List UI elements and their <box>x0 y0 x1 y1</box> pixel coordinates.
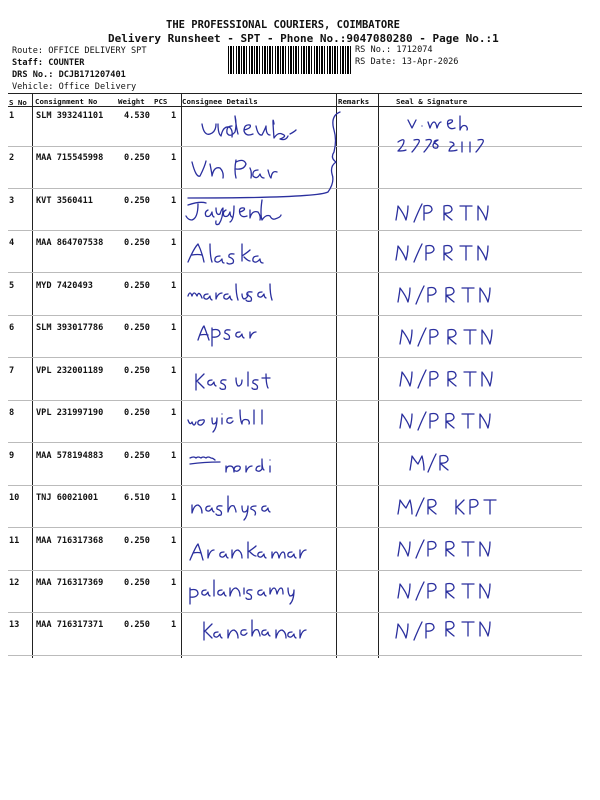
row-sno: 5 <box>9 281 15 291</box>
row-divider <box>8 146 582 147</box>
row-weight: 0.250 <box>124 366 150 376</box>
row-sno: 13 <box>9 620 20 630</box>
row-weight: 0.250 <box>124 238 150 248</box>
seal-signature-mark <box>396 622 490 641</box>
seal-signature-mark <box>396 244 488 262</box>
handwritten-name-signature <box>192 160 277 178</box>
row-consignment-no: MAA 716317369 <box>36 578 104 588</box>
handwritten-name-signature <box>196 372 270 390</box>
row-divider <box>8 315 582 316</box>
handwritten-name-signature <box>198 326 256 346</box>
handwritten-name-signature <box>190 580 294 604</box>
row-pcs: 1 <box>171 536 177 546</box>
rs-number: RS No.: 1712074 <box>355 45 433 55</box>
seal-signature-mark <box>410 454 448 472</box>
row-divider <box>8 655 582 656</box>
staff-label: Staff: COUNTER <box>12 58 85 68</box>
row-divider <box>8 230 582 231</box>
row-sno: 2 <box>9 153 15 163</box>
row-divider <box>8 442 582 443</box>
row-divider <box>8 570 582 571</box>
company-title: THE PROFESSIONAL COURIERS, COIMBATORE <box>166 19 400 31</box>
row-sno: 9 <box>9 451 15 461</box>
seal-signature-mark <box>400 370 492 388</box>
runsheet-subtitle: Delivery Runsheet - SPT - Phone No.:9047080280 - Page No.:1 <box>108 32 499 45</box>
col-header-remarks: Remarks <box>338 97 370 106</box>
handwritten-name-signature <box>186 200 281 225</box>
row-weight: 0.250 <box>124 408 150 418</box>
route-label: Route: OFFICE DELIVERY SPT <box>12 46 147 56</box>
row-weight: 0.250 <box>124 323 150 333</box>
row-weight: 0.250 <box>124 620 150 630</box>
row-weight: 6.510 <box>124 493 150 503</box>
handwritten-name-signature <box>204 620 306 640</box>
handwritten-name-signature <box>192 496 270 520</box>
handwritten-name-signature <box>202 116 296 140</box>
col-divider <box>378 93 379 658</box>
row-sno: 7 <box>9 366 15 376</box>
row-consignment-no: SLM 393017786 <box>36 323 104 333</box>
row-consignment-no: VPL 232001189 <box>36 366 104 376</box>
col-divider <box>336 93 337 658</box>
row-pcs: 1 <box>171 153 177 163</box>
row-sno: 6 <box>9 323 15 333</box>
row-sno: 11 <box>9 536 20 546</box>
handwritten-name-signature <box>188 284 272 301</box>
row-consignment-no: MAA 864707538 <box>36 238 104 248</box>
row-weight: 0.250 <box>124 281 150 291</box>
row-divider <box>8 188 582 189</box>
row-weight: 4.530 <box>124 111 150 121</box>
seal-signature-mark <box>396 204 488 222</box>
row-pcs: 1 <box>171 451 177 461</box>
vehicle-label: Vehicle: Office Delivery <box>12 82 137 92</box>
row-consignment-no: KVT 3560411 <box>36 196 93 206</box>
rs-date: RS Date: 13-Apr-2026 <box>355 57 459 67</box>
row-consignment-no: MYD 7420493 <box>36 281 93 291</box>
row-sno: 10 <box>9 493 20 503</box>
row-sno: 3 <box>9 196 15 206</box>
row-pcs: 1 <box>171 366 177 376</box>
row-weight: 0.250 <box>124 536 150 546</box>
handwritten-name-signature <box>188 410 262 432</box>
row-divider <box>8 612 582 613</box>
row-consignment-no: VPL 231997190 <box>36 408 104 418</box>
seal-signature-mark <box>400 328 492 346</box>
row-pcs: 1 <box>171 111 177 121</box>
row-weight: 0.250 <box>124 451 150 461</box>
row-consignment-no: MAA 715545998 <box>36 153 104 163</box>
handwritten-name-signature <box>188 244 263 264</box>
remarks-bracket <box>188 112 340 198</box>
row-weight: 0.250 <box>124 578 150 588</box>
row-weight: 0.250 <box>124 153 150 163</box>
col-header-weight: Weight <box>118 97 145 106</box>
row-divider <box>8 400 582 401</box>
row-pcs: 1 <box>171 408 177 418</box>
handwritten-name-signature <box>190 542 306 560</box>
drs-number: DRS No.: DCJB171207401 <box>12 70 126 80</box>
row-consignment-no: SLM 393241101 <box>36 111 104 121</box>
seal-signature-mark <box>398 286 490 304</box>
row-pcs: 1 <box>171 281 177 291</box>
table-header-border <box>8 106 582 107</box>
row-sno: 1 <box>9 111 15 121</box>
row-consignment-no: TNJ 60021001 <box>36 493 99 503</box>
seal-signature-mark <box>398 582 490 600</box>
row-sno: 4 <box>9 238 15 248</box>
row-divider <box>8 357 582 358</box>
seal-signature-mark <box>398 498 496 516</box>
row-sno: 12 <box>9 578 20 588</box>
row-divider <box>8 272 582 273</box>
row-pcs: 1 <box>171 620 177 630</box>
row-divider <box>8 527 582 528</box>
row-consignment-no: MAA 716317368 <box>36 536 104 546</box>
table-top-border <box>8 93 582 94</box>
row-weight: 0.250 <box>124 196 150 206</box>
col-divider <box>181 93 182 658</box>
row-consignment-no: MAA 716317371 <box>36 620 104 630</box>
col-header-consignment: Consignment No <box>35 97 98 106</box>
handwritten-name-signature <box>190 457 270 472</box>
row-pcs: 1 <box>171 578 177 588</box>
col-header-consignee: Consignee Details <box>182 97 258 106</box>
row-pcs: 1 <box>171 493 177 503</box>
seal-signature-mark <box>400 412 490 430</box>
barcode-image <box>228 46 352 74</box>
row-pcs: 1 <box>171 196 177 206</box>
seal-signature-mark <box>398 540 490 558</box>
col-header-seal: Seal & Signature <box>396 97 468 106</box>
row-divider <box>8 485 582 486</box>
row-sno: 8 <box>9 408 15 418</box>
col-header-pcs: PCS <box>154 97 168 106</box>
col-header-sno: S No <box>9 98 27 107</box>
row-consignment-no: MAA 578194883 <box>36 451 104 461</box>
row-pcs: 1 <box>171 323 177 333</box>
col-divider <box>32 93 33 658</box>
row-pcs: 1 <box>171 238 177 248</box>
